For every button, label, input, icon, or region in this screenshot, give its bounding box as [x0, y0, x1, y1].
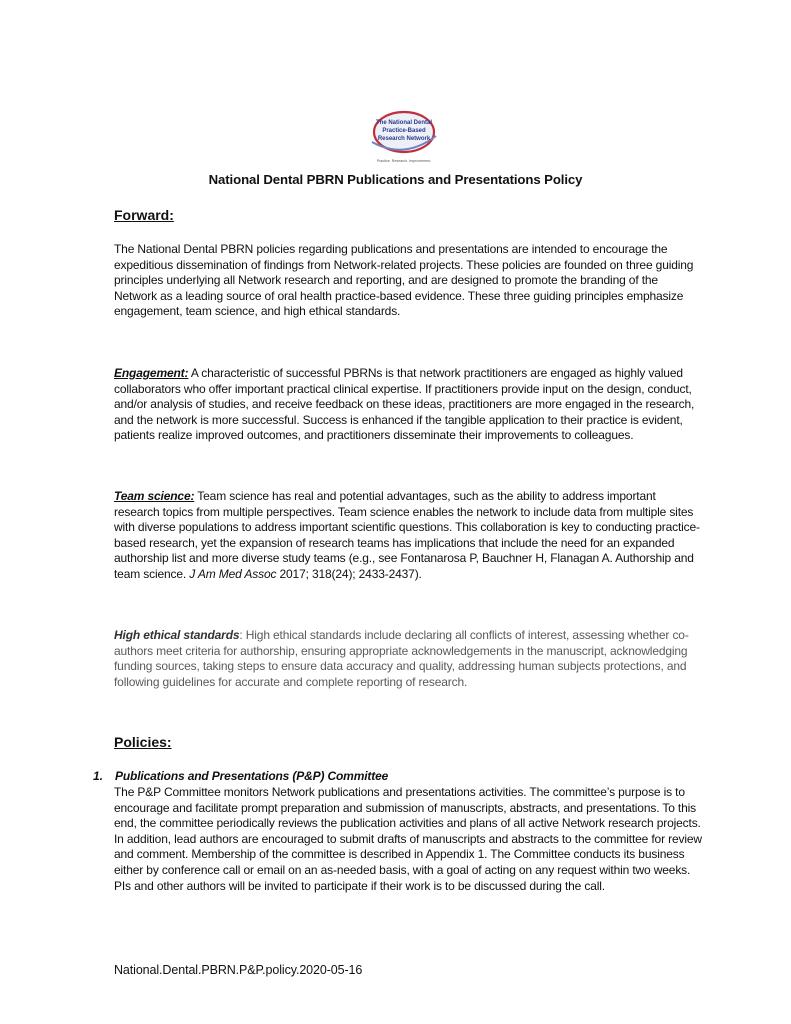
policy-1-number: 1.: [93, 769, 104, 783]
engagement-text: A characteristic of successful PBRNs is that network practitioners are engaged as highly valued collaborators who offer important practical clinical expertise. If practitioners provide input on the design, conduct, and/or analysis of studies, and receive feedback on these ideas, practitioners are more engaged in the research, and the network is more successful. Success is enhanced if the tangible application to their practice is evident, patients realize improved outcomes, and practitioners disseminate their improvements to colleagues.: [114, 366, 695, 443]
document-footer: National.Dental.PBRN.P&P.policy.2020-05-16: [114, 963, 363, 977]
team-science-label: Team science:: [114, 489, 195, 503]
policy-1-title: Publications and Presentations (P&P) Committee: [115, 769, 389, 783]
logo-tagline: Practice. Research. Improvement.: [376, 159, 432, 163]
ethics-paragraph: [114, 628, 704, 690]
policies-heading: Policies:: [114, 734, 172, 750]
logo-line-2: Practice-Based: [382, 128, 426, 134]
team-science-text: Team science has real and potential advantages, such as the ability to address important research topics from multiple perspectives. Team science enables the network to include data from multiple sites with diverse populations to address important scientific questions. This collaboration is key to conducting practice-based research, yet the expansion of research teams has implications that include the need for an expanded authorship list and more diverse study teams (e.g., see Fontanarosa P, Bauchner H, Flanagan A. Authorship and team science.: [114, 489, 700, 581]
forward-paragraph: The National Dental PBRN policies regarding publications and presentations are intended to encourage the expeditious dissemination of findings from Network-related projects. These policies are founded on three guiding principles underlying all Network research and reporting, and are designed to promote the branding of the Network as a leading source of oral health practice-based evidence. These three guiding principles emphasize engagement, team science, and high ethical standards.: [114, 242, 694, 319]
logo-line-3: Research Network: [377, 136, 431, 142]
forward-heading: Forward:: [114, 207, 174, 223]
logo-line-1: The National Dental: [375, 120, 433, 126]
ethics-label: High ethical standards: [114, 628, 240, 642]
ethics-text: : High ethical standards include declaring all conflicts of interest, assessing whether co-authors meet criteria for authorship, ensuring appropriate acknowledgements in the manuscript, acknowledging funding sources, taking steps to ensure data accuracy and quality, addressing human subjects protections, and following guidelines for accurate and complete reporting of research.: [114, 628, 689, 689]
journal-citation: J Am Med Assoc: [189, 566, 277, 581]
logo-graphic: [364, 108, 444, 166]
citation-end: 2017; 318(24); 2433-2437).: [276, 566, 422, 581]
policy-1-paragraph: The P&P Committee monitors Network publications and presentations activities. The committee’s purpose is to encourage and facilitate prompt preparation and submission of manuscripts, abstracts, and presentations. To this end, the committee periodically reviews the publication activities and plans of all active Network research projects. In addition, lead authors are encouraged to submit drafts of manuscripts and abstracts to the committee for review and comment. Membership of the committee is described in Appendix 1. The Committee conducts its business either by conference call or email on an as-needed basis, with a goal of acting on any request within two weeks. PIs and other authors will be invited to participate if their work is to be discussed during the call.: [114, 785, 702, 893]
engagement-paragraph: [114, 366, 704, 444]
network-logo: [364, 108, 444, 166]
document-title: National Dental PBRN Publications and Presentations Policy: [208, 172, 583, 187]
engagement-label: Engagement:: [114, 366, 189, 380]
team-science-paragraph: [114, 489, 704, 583]
